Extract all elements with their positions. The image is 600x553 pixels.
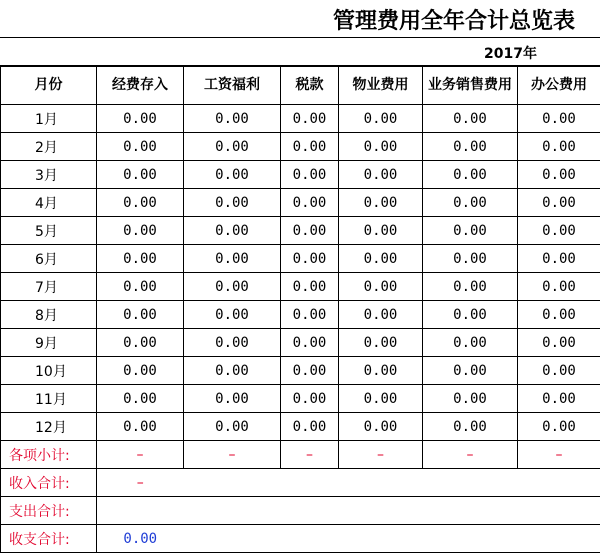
amount-cell[interactable]: 0.00	[423, 385, 518, 413]
amount-cell[interactable]: 0.00	[184, 329, 281, 357]
income-merged-cell[interactable]	[184, 469, 600, 497]
month-row	[1, 329, 600, 357]
amount-cell[interactable]: 0.00	[423, 217, 518, 245]
amount-cell[interactable]: 0.00	[518, 301, 600, 329]
amount-cell[interactable]: 0.00	[184, 385, 281, 413]
amount-cell[interactable]: 0.00	[339, 245, 423, 273]
subtotal-cell[interactable]: –	[339, 441, 423, 469]
amount-cell[interactable]: 0.00	[339, 273, 423, 301]
subtotal-cell[interactable]: –	[423, 441, 518, 469]
month-label[interactable]: 3月	[1, 161, 97, 189]
subtotal-cell[interactable]: –	[518, 441, 600, 469]
expense-merged-cell[interactable]	[184, 497, 600, 525]
amount-cell[interactable]: 0.00	[423, 245, 518, 273]
amount-cell[interactable]: 0.00	[281, 273, 339, 301]
month-label[interactable]: 4月	[1, 189, 97, 217]
amount-cell[interactable]: 0.00	[97, 133, 184, 161]
amount-cell[interactable]: 0.00	[281, 301, 339, 329]
amount-cell[interactable]: 0.00	[423, 161, 518, 189]
amount-cell[interactable]: 0.00	[184, 357, 281, 385]
month-row	[1, 301, 600, 329]
header-funds-deposit[interactable]: 经费存入	[97, 67, 184, 105]
month-row	[1, 245, 600, 273]
amount-cell[interactable]: 0.00	[423, 273, 518, 301]
month-label[interactable]: 9月	[1, 329, 97, 357]
amount-cell[interactable]: 0.00	[339, 413, 423, 441]
amount-cell[interactable]: 0.00	[184, 217, 281, 245]
amount-cell[interactable]: 0.00	[97, 189, 184, 217]
month-row	[1, 161, 600, 189]
amount-cell[interactable]: 0.00	[423, 133, 518, 161]
amount-cell[interactable]: 0.00	[518, 217, 600, 245]
amount-cell[interactable]: 0.00	[339, 385, 423, 413]
amount-cell[interactable]: 0.00	[281, 161, 339, 189]
sheet-title	[0, 0, 600, 38]
year-row	[0, 38, 600, 66]
amount-cell[interactable]: 0.00	[97, 217, 184, 245]
month-label[interactable]: 12月	[1, 413, 97, 441]
balance-row	[1, 525, 600, 553]
amount-cell[interactable]: 0.00	[518, 385, 600, 413]
month-row	[1, 357, 600, 385]
amount-cell[interactable]: 0.00	[518, 245, 600, 273]
amount-cell[interactable]: 0.00	[423, 301, 518, 329]
header-office[interactable]: 办公费用	[518, 67, 600, 105]
amount-cell[interactable]: 0.00	[281, 133, 339, 161]
amount-cell[interactable]: 0.00	[518, 105, 600, 133]
subtotal-label[interactable]: 各项小计:	[1, 441, 97, 469]
amount-cell[interactable]: 0.00	[281, 329, 339, 357]
amount-cell[interactable]: 0.00	[97, 245, 184, 273]
amount-cell[interactable]: 0.00	[97, 161, 184, 189]
subtotal-cell[interactable]: –	[97, 441, 184, 469]
income-row	[1, 469, 600, 497]
month-row	[1, 385, 600, 413]
expense-label[interactable]: 支出合计:	[1, 497, 97, 525]
balance-merged-cell[interactable]	[184, 525, 600, 553]
amount-cell[interactable]: 0.00	[339, 161, 423, 189]
amount-cell[interactable]: 0.00	[184, 301, 281, 329]
amount-cell[interactable]: 0.00	[184, 413, 281, 441]
month-label[interactable]: 6月	[1, 245, 97, 273]
sheet-title-text: 管理费用全年合计总览表	[333, 4, 575, 35]
amount-cell[interactable]: 0.00	[518, 273, 600, 301]
expense-table	[0, 66, 600, 553]
income-label[interactable]: 收入合计:	[1, 469, 97, 497]
subtotal-cell[interactable]: –	[281, 441, 339, 469]
amount-cell[interactable]: 0.00	[339, 357, 423, 385]
month-label[interactable]: 2月	[1, 133, 97, 161]
amount-cell[interactable]: 0.00	[423, 329, 518, 357]
amount-cell[interactable]: 0.00	[184, 133, 281, 161]
month-label[interactable]: 8月	[1, 301, 97, 329]
amount-cell[interactable]: 0.00	[423, 413, 518, 441]
year-label: 2017年	[484, 43, 537, 63]
amount-cell[interactable]: 0.00	[518, 133, 600, 161]
month-label[interactable]: 7月	[1, 273, 97, 301]
header-property[interactable]: 物业费用	[339, 67, 423, 105]
header-salary-welfare[interactable]: 工资福利	[184, 67, 281, 105]
amount-cell[interactable]: 0.00	[339, 301, 423, 329]
amount-cell[interactable]: 0.00	[423, 189, 518, 217]
amount-cell[interactable]: 0.00	[518, 161, 600, 189]
amount-cell[interactable]: 0.00	[339, 133, 423, 161]
amount-cell[interactable]: 0.00	[281, 385, 339, 413]
header-tax[interactable]: 税款	[281, 67, 339, 105]
subtotal-row	[1, 441, 600, 469]
amount-cell[interactable]: 0.00	[518, 189, 600, 217]
amount-cell[interactable]: 0.00	[97, 329, 184, 357]
amount-cell[interactable]: 0.00	[339, 105, 423, 133]
month-row	[1, 133, 600, 161]
amount-cell[interactable]: 0.00	[184, 105, 281, 133]
balance-label[interactable]: 收支合计:	[1, 525, 97, 553]
amount-cell[interactable]: 0.00	[281, 217, 339, 245]
amount-cell[interactable]: 0.00	[97, 413, 184, 441]
header-row	[1, 67, 600, 105]
month-row	[1, 189, 600, 217]
amount-cell[interactable]: 0.00	[518, 357, 600, 385]
amount-cell[interactable]: 0.00	[97, 301, 184, 329]
amount-cell[interactable]: 0.00	[97, 385, 184, 413]
amount-cell[interactable]: 0.00	[97, 273, 184, 301]
month-row	[1, 413, 600, 441]
balance-value[interactable]: 0.00	[97, 525, 184, 553]
amount-cell[interactable]: 0.00	[281, 413, 339, 441]
amount-cell[interactable]: 0.00	[184, 161, 281, 189]
amount-cell[interactable]: 0.00	[281, 245, 339, 273]
amount-cell[interactable]: 0.00	[184, 189, 281, 217]
header-sales[interactable]: 业务销售费用	[423, 67, 518, 105]
expense-row	[1, 497, 600, 525]
amount-cell[interactable]: 0.00	[97, 105, 184, 133]
month-label[interactable]: 5月	[1, 217, 97, 245]
month-label[interactable]: 1月	[1, 105, 97, 133]
amount-cell[interactable]: 0.00	[518, 413, 600, 441]
month-row	[1, 273, 600, 301]
amount-cell[interactable]: 0.00	[281, 357, 339, 385]
month-label[interactable]: 11月	[1, 385, 97, 413]
amount-cell[interactable]: 0.00	[184, 273, 281, 301]
month-label[interactable]: 10月	[1, 357, 97, 385]
income-value[interactable]: –	[97, 469, 184, 497]
amount-cell[interactable]: 0.00	[518, 329, 600, 357]
expense-value[interactable]	[97, 497, 184, 525]
amount-cell[interactable]: 0.00	[97, 357, 184, 385]
amount-cell[interactable]: 0.00	[339, 189, 423, 217]
amount-cell[interactable]: 0.00	[423, 105, 518, 133]
subtotal-cell[interactable]: –	[184, 441, 281, 469]
month-row	[1, 105, 600, 133]
month-row	[1, 217, 600, 245]
header-month[interactable]: 月份	[1, 67, 97, 105]
amount-cell[interactable]: 0.00	[281, 105, 339, 133]
amount-cell[interactable]: 0.00	[184, 245, 281, 273]
amount-cell[interactable]: 0.00	[423, 357, 518, 385]
amount-cell[interactable]: 0.00	[339, 329, 423, 357]
amount-cell[interactable]: 0.00	[281, 189, 339, 217]
amount-cell[interactable]: 0.00	[339, 217, 423, 245]
